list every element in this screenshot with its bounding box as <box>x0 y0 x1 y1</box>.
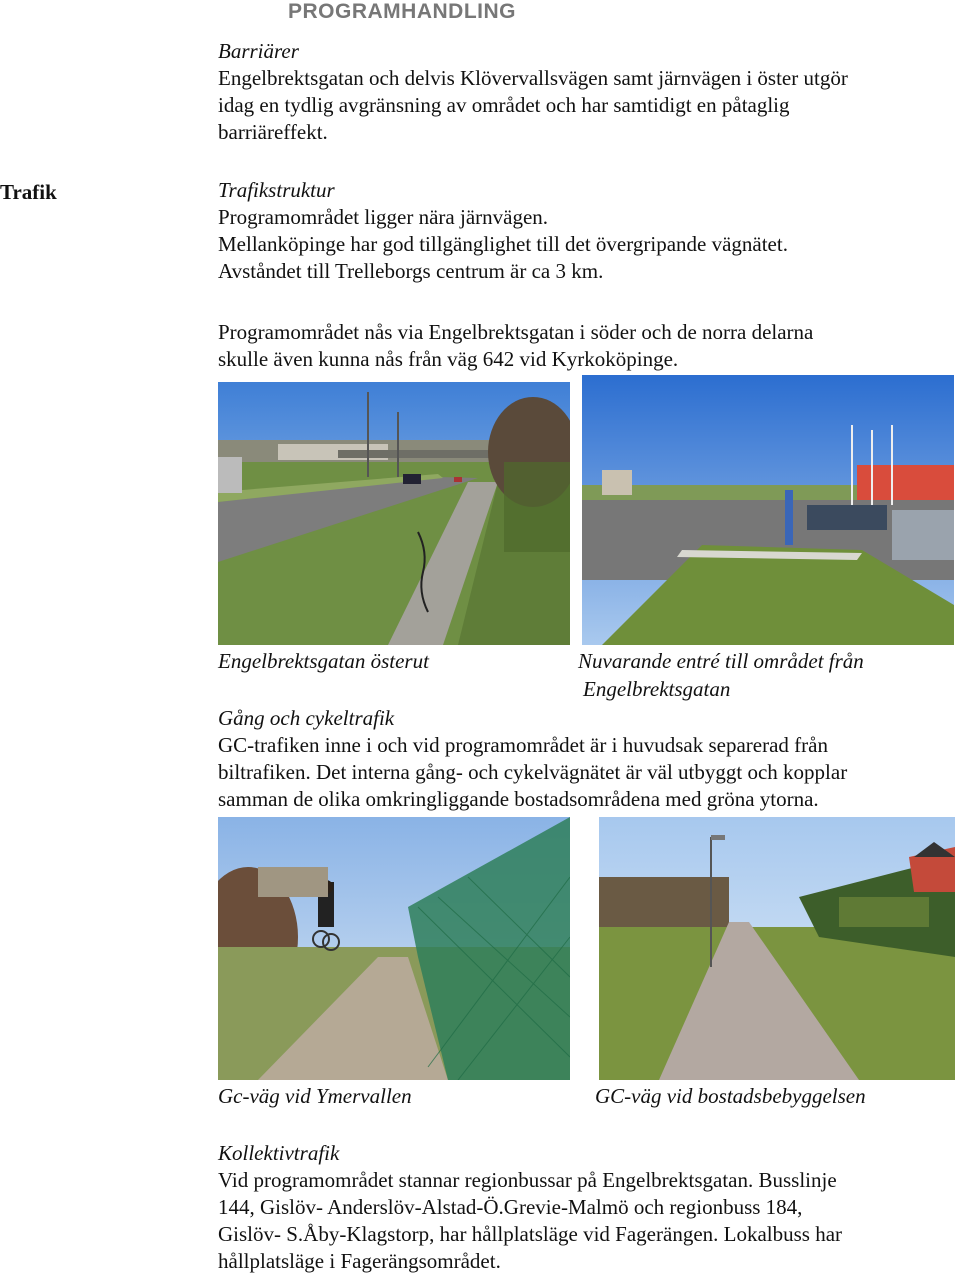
text-line: barriäreffekt. <box>218 120 328 144</box>
text-line: Programområdet nås via Engelbrektsgatan i söder och de norra delarna <box>218 320 814 344</box>
section-traffic-access <box>218 319 958 373</box>
barriers-heading: Barriärer <box>218 39 299 63</box>
section-transit <box>218 1140 958 1275</box>
text-line: 144, Gislöv- Anderslöv-Alstad-Ö.Grevie-Malmö och regionbuss 184, <box>218 1195 803 1219</box>
photo-entrance <box>582 375 954 645</box>
side-label-traffic: Trafik <box>0 180 57 204</box>
text-line: Mellanköpinge har god tillgänglighet till det övergripande vägnätet. <box>218 232 788 256</box>
text-line: Vid programområdet stannar regionbussar på Engelbrektsgatan. Busslinje <box>218 1168 837 1192</box>
text-line: hållplatsläge i Fagerängsområdet. <box>218 1249 501 1273</box>
transit-heading: Kollektivtrafik <box>218 1141 340 1165</box>
gc-heading: Gång och cykeltrafik <box>218 706 395 730</box>
text-line: idag en tydlig avgränsning av området och har samtidigt en påtaglig <box>218 93 790 117</box>
caption-residential: GC-väg vid bostadsbebyggelsen <box>595 1084 866 1108</box>
text-line: Engelbrektsgatan och delvis Klövervallsvägen samt järnvägen i öster utgör <box>218 66 848 90</box>
section-gc <box>218 705 958 813</box>
text-line: samman de olika omkringliggande bostadsområdena med gröna ytorna. <box>218 787 819 811</box>
text-line: Gislöv- S.Åby-Klagstorp, har hållplatsläge vid Fagerängen. Lokalbuss har <box>218 1222 843 1246</box>
caption-entrance-line1: Nuvarande entré till området från <box>578 649 864 673</box>
page-header: PROGRAMHANDLING <box>288 0 516 23</box>
caption-engelbrektsgatan: Engelbrektsgatan österut <box>218 649 429 673</box>
text-line: Programområdet ligger nära järnvägen. <box>218 205 549 229</box>
photo-residential-path <box>599 817 955 1080</box>
caption-entrance-line2: Engelbrektsgatan <box>583 677 731 701</box>
text-line: Avståndet till Trelleborgs centrum är ca 3 km. <box>218 259 604 283</box>
traffic-structure-heading: Trafikstruktur <box>218 178 335 202</box>
text-line: biltrafiken. Det interna gång- och cykelvägnätet är väl utbyggt och kopplar <box>218 760 848 784</box>
caption-ymervallen: Gc-väg vid Ymervallen <box>218 1084 412 1108</box>
section-barriers <box>218 38 958 146</box>
section-traffic-structure <box>218 177 958 285</box>
text-line: skulle även kunna nås från väg 642 vid Kyrkoköpinge. <box>218 347 679 371</box>
photo-ymervallen <box>218 817 570 1080</box>
text-line: GC-trafiken inne i och vid programområdet är i huvudsak separerad från <box>218 733 828 757</box>
photo-engelbrektsgatan <box>218 382 570 645</box>
